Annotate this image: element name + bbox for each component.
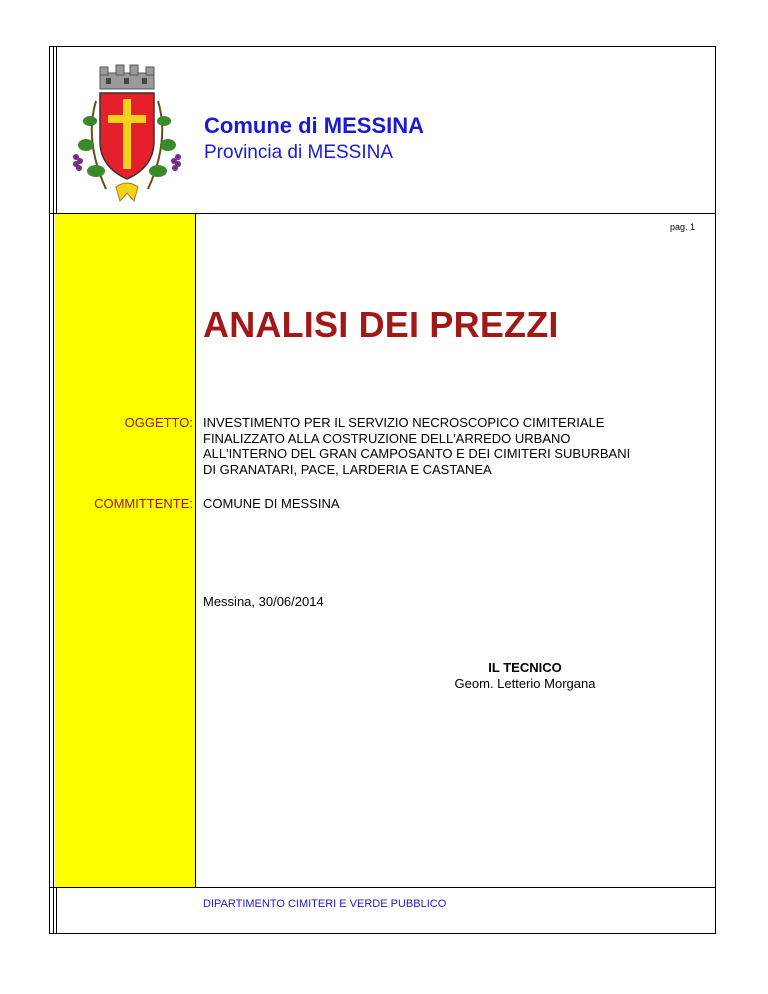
document-title: ANALISI DEI PREZZI [203, 304, 559, 345]
signatory-name: Geom. Letterio Morgana [454, 676, 596, 691]
oggetto-text [203, 415, 713, 477]
coat-of-arms-icon [66, 61, 188, 207]
department-footer: DIPARTIMENTO CIMITERI E VERDE PUBBLICO [203, 898, 447, 910]
oggetto-line: INVESTIMENTO PER IL SERVIZIO NECROSCOPICO CIMITERIALE [203, 415, 605, 430]
oggetto-label: OGGETTO: [124, 415, 193, 430]
page-number: pag. 1 [670, 222, 696, 232]
letterhead [50, 47, 715, 213]
signatory-title: IL TECNICO [488, 660, 562, 675]
committente-label: COMMITTENTE: [94, 496, 193, 511]
committente-value: COMUNE DI MESSINA [203, 496, 340, 511]
place-date: Messina, 30/06/2014 [203, 594, 324, 609]
sidebar-band [55, 214, 196, 887]
municipality-name: Comune di MESSINA [204, 113, 425, 138]
oggetto-line: ALL'INTERNO DEL GRAN CAMPOSANTO E DEI CIMITERI SUBURBANI [203, 446, 631, 461]
province-name: Provincia di MESSINA [204, 142, 394, 163]
divider [50, 887, 715, 888]
oggetto-line: FINALIZZATO ALLA COSTRUZIONE DELL'ARREDO URBANO [203, 430, 571, 446]
oggetto-line: DI GRANATARI, PACE, LARDERIA E CASTANEA [203, 461, 492, 477]
